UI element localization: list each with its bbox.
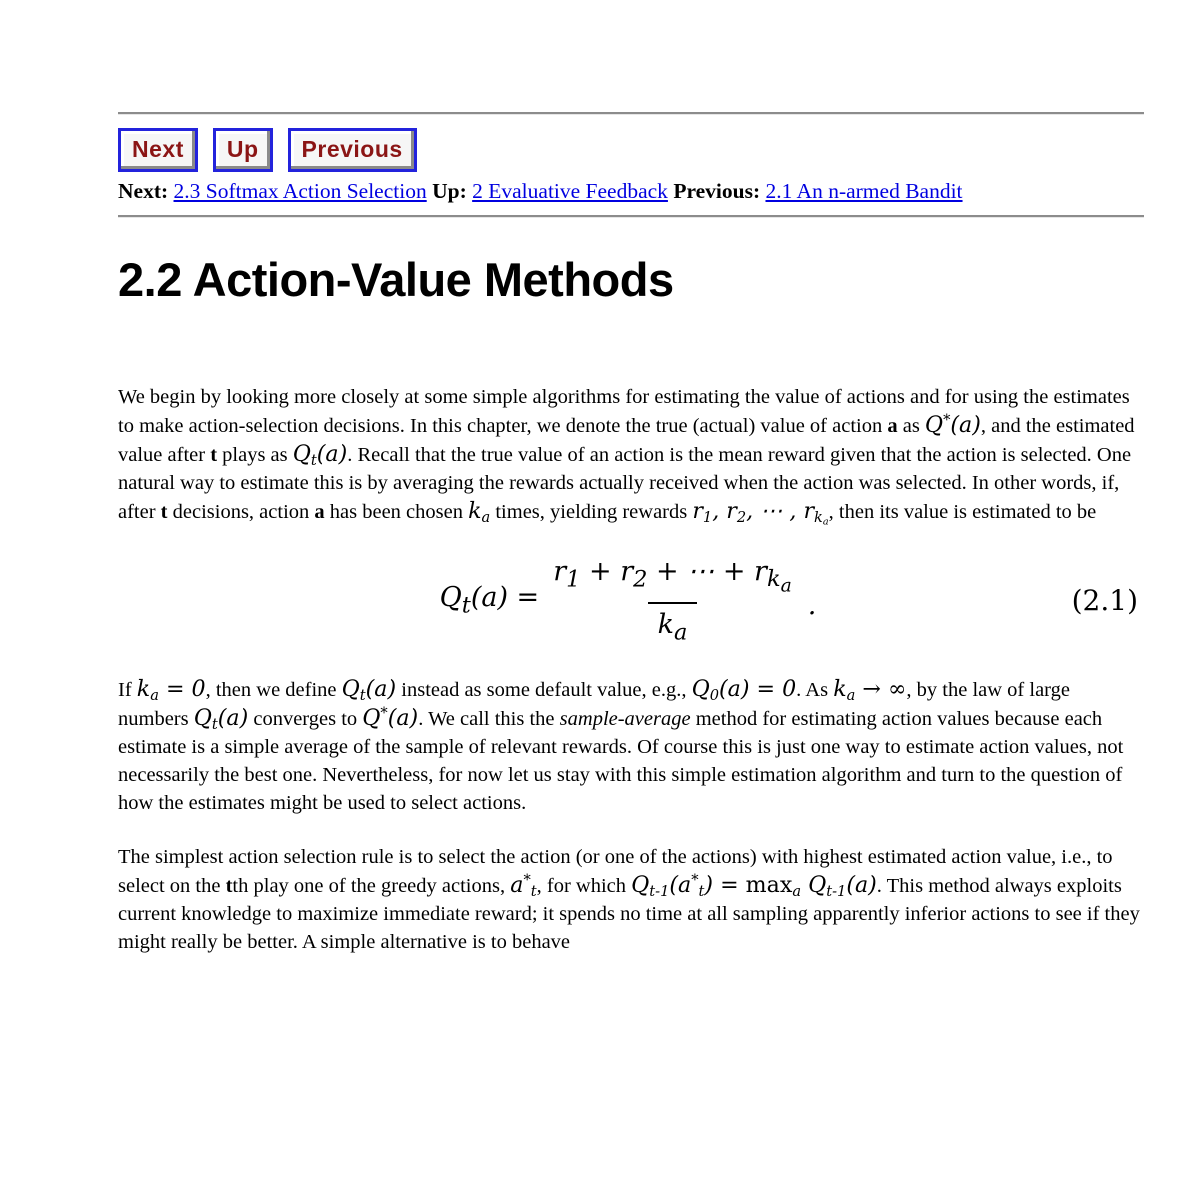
bold-text: Up: [432,179,467,203]
breadcrumb [118,178,1144,205]
inline-math: $Q_{t-1}(a^*_t) = \max_a Q_{t-1}(a)$ [631,871,877,901]
bold-text: t [210,444,218,466]
equation-fraction [543,556,802,645]
bold-text: a [887,415,898,437]
previous-button[interactable] [288,128,417,172]
text-segment: , and the estimated value after [118,415,1135,466]
next-button[interactable] [118,128,198,172]
text-segment: The simplest action selection rule is to select the action (or one of the actions) with highest estimated action value, i.e., to select on the [118,846,1113,898]
up-button-label: Up [216,131,270,169]
nav-toolbar [118,128,1144,172]
text-segment: . We call this the [418,708,560,731]
bold-text: Next: [118,179,169,203]
text-segment: , for which [536,875,632,898]
bold-text: Previous: [673,179,761,203]
text-segment: If [118,679,137,702]
bold-text: a [314,501,325,523]
page-title: 2.2 Action-Value Methods [118,253,674,306]
next-button-label: Next [121,131,195,169]
text-segment: , then we define [205,679,342,702]
equation-formula [440,556,817,645]
text-segment: times, yielding rewards [490,501,693,523]
equation-number: (2.1) [1071,584,1138,618]
equation-lhs: $Q_t(a)$ = [439,582,540,619]
text-segment: . Recall that the true value of an action is the mean reward given that the action is selected. One natural way to estimate this is by averaging the rewards actually received when the action was selected. In other words, if, after [118,444,1132,523]
text-segment: . This method always exploits current knowledge to maximize immediate reward; it spends no time at all sampling apparently inferior actions to see if they might really be better. A simple alternative is to behave [118,875,1140,954]
paragraph-sample-average [118,675,1144,817]
text-segment: converges to [248,708,363,731]
inline-math: $Q_t(a)$ [193,705,249,734]
bold-text: t [160,501,168,523]
inline-math: $k_a$ [468,498,491,527]
paragraph-intro [118,383,1144,526]
text-segment: , then its value is estimated to be [828,501,1097,523]
previous-button-label: Previous [291,131,414,169]
text-segment: , by the law of large numbers [118,679,1070,731]
text-segment: decisions, action [167,501,315,523]
up-button[interactable] [213,128,273,172]
inline-math: Q*(a) [924,411,981,438]
italic-text: sample-average [559,708,691,731]
equation-period: . [807,590,817,622]
inline-math: Q*(a) [362,704,419,732]
text-segment: method for estimating action values because each estimate is a simple average of the sample of relevant rewards. Of course this is just one way to estimate action values, not necessarily the best one. Nevertheless, for now let us stay with this simple estimation algorithm and turn to the question of how the estimates might be used to select actions. [118,708,1124,815]
equation-2-1 [118,556,1144,645]
text-segment: We begin by looking more closely at some simple algorithms for estimating the value of actions and for using the estimates to make action-selection decisions. In this chapter, we denote the true (actual) value of action [118,386,1130,437]
body-text [118,383,1144,956]
text-segment: th play one of the greedy actions, [232,875,511,898]
inline-math: $Q_0(a) = 0$ [691,676,797,705]
nav-link[interactable]: 2.1 An n-armed Bandit [765,179,963,203]
inline-math: $k_a = 0$ [136,676,206,705]
text-segment: has been chosen [324,501,469,523]
text-segment: plays as [217,444,293,466]
paragraph-greedy-selection [118,843,1144,956]
inline-math: $r_1$, $r_2$, ⋯ , $r_{k_a}$ [692,498,829,528]
inline-math: $Q_t(a)$ [292,441,348,470]
inline-math: $k_a$ → ∞ [833,676,907,705]
text-segment: instead as some default value, e.g., [396,679,692,702]
inline-math: $Q_t(a)$ [341,676,397,705]
nav-link[interactable]: 2 Evaluative Feedback [472,179,668,203]
text-segment: . As [796,679,834,702]
bold-text: t [225,875,233,898]
content-column [118,0,1144,956]
middle-divider [118,215,1144,218]
inline-math: $a^*_t$ [510,871,537,901]
text-segment: as [897,415,925,437]
top-divider [118,112,1144,115]
equation-denominator: $k_a$ [648,602,698,645]
equation-numerator: $r_1 + r_2$ + ⋯ + $r_{k_a}$ [553,556,792,597]
nav-link[interactable]: 2.3 Softmax Action Selection [173,179,427,203]
